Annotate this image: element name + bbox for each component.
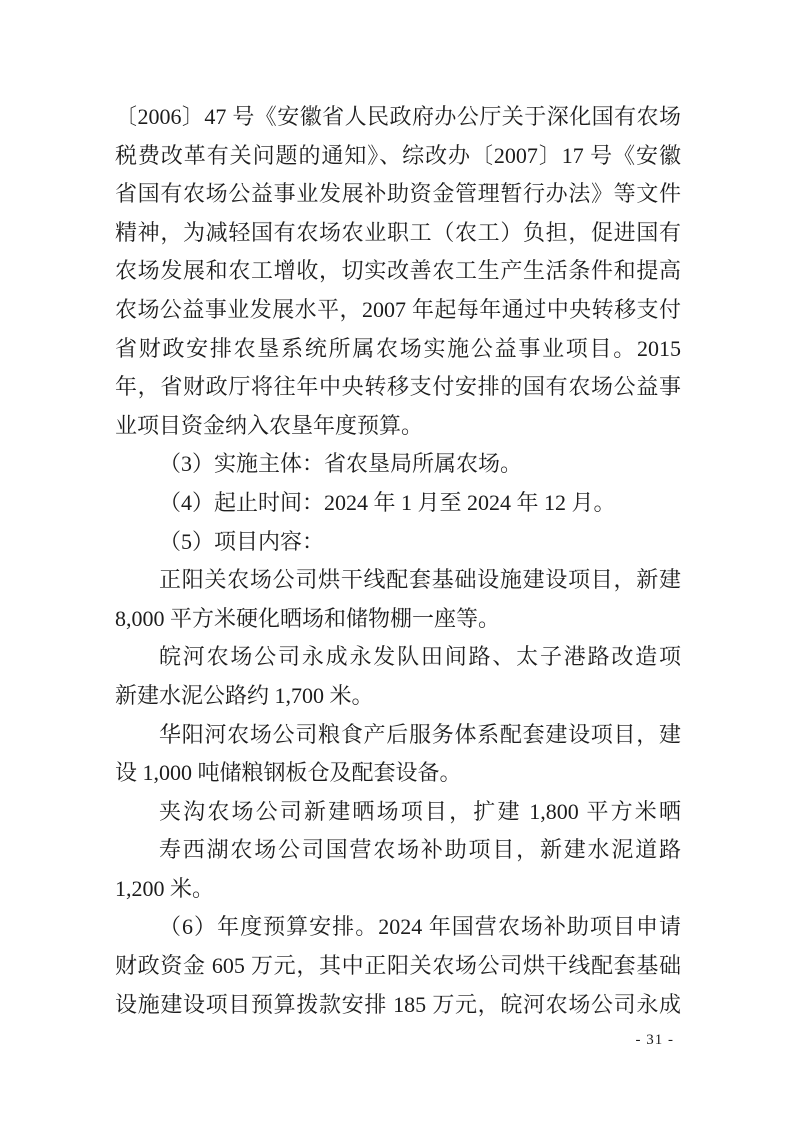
text-line: 皖河农场公司永成永发队田间路、太子港路改造项 — [159, 644, 681, 670]
text-line: （6）年度预算安排。2024 年国营农场补助项目申请 — [159, 914, 681, 940]
text-line: 正阳关农场公司烘干线配套基础设施建设项目，新建 — [159, 567, 681, 593]
text-line: （4）起止时间：2024 年 1 月至 2024 年 12 月。 — [159, 489, 616, 515]
text-line: （5）项目内容： — [159, 528, 325, 554]
text-block — [115, 98, 681, 1024]
text-line: 税费改革有关问题的通知》、综改办〔2007〕17 号《安徽 — [115, 142, 681, 168]
text-line: 新建水泥公路约 1,700 米。 — [115, 682, 374, 708]
text-line: 夹沟农场公司新建晒场项目，扩建 1,800 平方米晒 — [159, 798, 681, 824]
text-line: 年，省财政厅将往年中央转移支付安排的国有农场公益事 — [115, 374, 681, 400]
text-line: 1,200 米。 — [115, 875, 215, 901]
text-line: 设施建设项目预算拨款安排 185 万元，皖河农场公司永成 — [115, 991, 681, 1017]
text-line: 业项目资金纳入农垦年度预算。 — [115, 412, 424, 438]
text-line: 农场公益事业发展水平，2007 年起每年通过中央转移支付 — [115, 296, 681, 322]
text-line: 财政资金 605 万元，其中正阳关农场公司烘干线配套基础 — [115, 953, 681, 979]
page-number: - 31 - — [635, 1032, 674, 1048]
text-line: 农场发展和农工增收，切实改善农工生产生活条件和提高 — [115, 258, 681, 284]
text-line: 设 1,000 吨储粮钢板仓及配套设备。 — [115, 760, 462, 786]
text-line: 省国有农场公益事业发展补助资金管理暂行办法》等文件 — [115, 181, 681, 207]
text-line: 寿西湖农场公司国营农场补助项目，新建水泥道路 — [159, 837, 681, 863]
text-line: 省财政安排农垦系统所属农场实施公益事业项目。2015 — [115, 335, 681, 361]
text-line: （3）实施主体：省农垦局所属农场。 — [159, 451, 523, 477]
text-line: 〔2006〕47 号《安徽省人民政府办公厅关于深化国有农场 — [115, 104, 681, 129]
text-line: 精神，为减轻国有农场农业职工（农工）负担，促进国有 — [115, 219, 681, 245]
text-line: 华阳河农场公司粮食产后服务体系配套建设项目，建 — [159, 721, 681, 747]
text-line: 8,000 平方米硬化晒场和储物棚一座等。 — [115, 605, 501, 631]
